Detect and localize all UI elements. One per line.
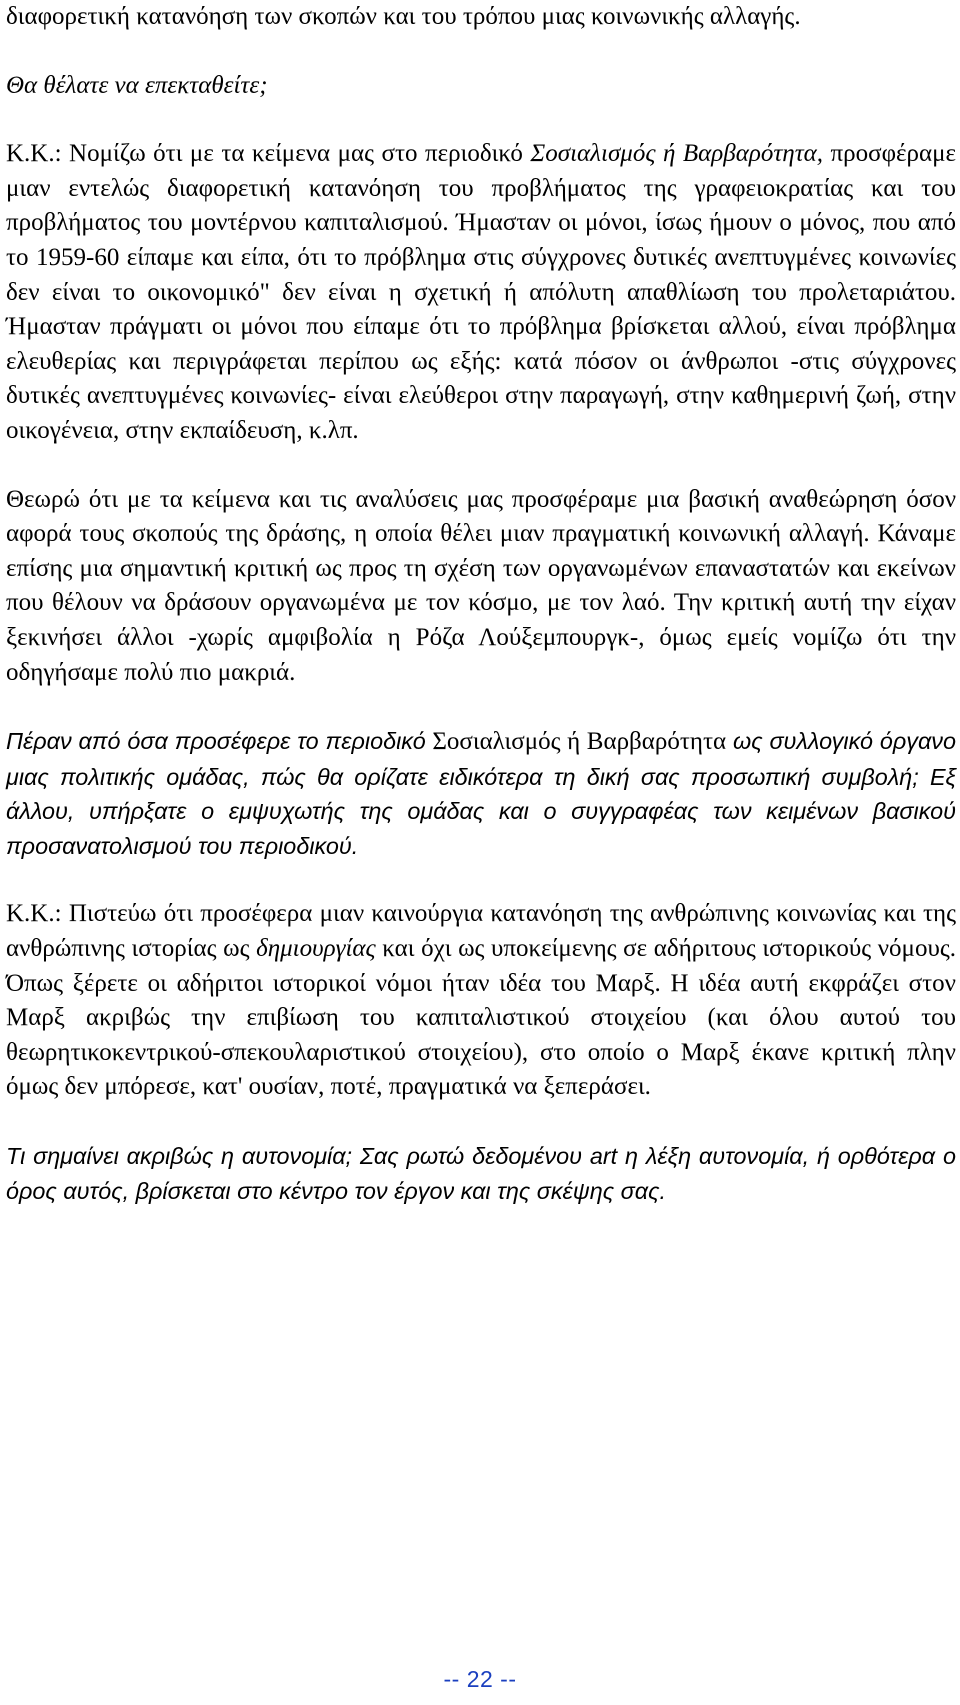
interview-question bbox=[6, 724, 956, 863]
emphasis: δημιουργίας bbox=[256, 935, 376, 963]
interview-question: Τι σημαίνει ακριβώς η αυτονομία; Σας ρωτώ δεδομένου art η λέξη αυτονομία, ή ορθότερα ο όρος αυτός, βρίσκεται στο κέντρο τον έργον και της σκέψης σας. bbox=[6, 1143, 956, 1204]
document-page bbox=[6, 0, 956, 1208]
journal-title: Σοσιαλισμός ή Βαρβαρότητα, bbox=[530, 140, 824, 168]
answer-text: Ήμασταν πράγματι οι μόνοι που είπαμε ότι το πρόβλημα βρίσκεται αλλού, είναι πρόβλημα ελευθερίας και περιγράφεται περίπου ως εξής: κατά πόσον οι άνθρωποι -στις σύγχρονες δυτικές ανεπτυγμένες κοινωνίες- είναι ελεύθεροι στην παραγωγή, στην καθημερινή ζωή, στην οικογένεια, στην εκπαίδευση, κ.λπ. bbox=[6, 313, 956, 444]
interview-answer bbox=[6, 137, 956, 448]
paragraph-gap bbox=[6, 863, 956, 897]
interview-question: Θα θέλατε να επεκταθείτε; bbox=[6, 71, 268, 99]
question-text: Πέραν από όσα προσέφερε το περιοδικό bbox=[6, 728, 426, 755]
speaker-initials: Κ.Κ. bbox=[6, 140, 55, 168]
answer-continuation: Θεωρώ ότι με τα κείμενα και τις αναλύσεις μας προσφέραμε μια βασική αναθεώρηση όσον αφορά τους σκοπούς της δράσης, η οποία θέλει μιαν πραγματική κοινωνική αλλαγή. Κάναμε επίσης μια σημαντική κριτική ως προς τη σχέση των οργανωμένων επαναστατών και εκείνων που θέλουν να δράσουν οργανωμένα με τον κόσμο, με τον λαό. Την κριτική αυτή την είχαν ξεκινήσει άλλοι -χωρίς αμφιβολία η Ρόζα Λούξεμπουργκ-, όμως εμείς νομίζω ότι την οδηγήσαμε πολύ πιο μακριά. bbox=[6, 485, 956, 686]
page-number: -- 22 -- bbox=[443, 1666, 517, 1692]
answer-text: Ήμασταν οι μόνοι, ίσως ήμουν ο μόνος, που από το 1959-60 είπαμε και είπα, ότι το πρόβλημα στις σύγχρονες δυτικές ανεπτυγμένες κοινωνίες δεν είναι το οικονομικό" δεν είναι η σχετική ή απόλυτη απαθλίωση του προλεταριάτου. bbox=[6, 209, 956, 306]
journal-title: Σοσιαλισμός ή Βαρβαρότητα bbox=[425, 728, 727, 756]
paragraph-continuation: διαφορετική κατανόηση των σκοπών και του τρόπου μιας κοινωνικής αλλαγής. bbox=[6, 3, 801, 30]
paragraph-gap bbox=[6, 690, 956, 724]
answer-text: προσφέραμε μιαν εντελώς διαφορετική κατανόηση του προβλήματος της γραφειοκρατίας και του προβλήματος του μοντέρνου καπιταλισμού. bbox=[6, 140, 956, 237]
answer-text: Κ.Κ.: Πιστεύω ότι προσέφερα μιαν καινούργια κατανόηση της ανθρώπινης κοινωνίας και της ανθρώπινης ιστορίας ως bbox=[6, 900, 956, 963]
answer-text: : Νομίζω ότι με τα κείμενα μας στο περιοδικό bbox=[54, 140, 531, 168]
paragraph-gap bbox=[6, 449, 956, 483]
question-text: ως συλλογικό όργανο μιας πολιτικής ομάδας, πώς θα ορίζατε ειδικότερα τη δική σας προσωπική συμβολή; Εξ άλλου, υπήρξατε ο εμψυχωτής της ομάδας και ο συγγραφέας των κειμένων βασικού προσανατολισμού του περιοδικού. bbox=[6, 728, 957, 859]
paragraph-gap bbox=[6, 35, 956, 69]
paragraph-gap bbox=[6, 1105, 956, 1139]
paragraph-gap bbox=[6, 103, 956, 137]
interview-answer bbox=[6, 897, 956, 1105]
answer-text: και όχι ως υποκείμενης σε αδήριτους ιστορικούς νόμους. Όπως ξέρετε οι αδήριτοι ιστορικοί νόμοι ήταν ιδέα του Μαρξ. Η ιδέα αυτή εκφράζει στον Μαρξ ακριβώς την επιβίωση του καπιταλιστικού στοιχείου (και όλου αυτού του θεωρητικοκεντρικού-σπεκουλαριστικού στοιχείου), στο οποίο ο Μαρξ έκανε κριτική πλην όμως δεν μπόρεσε, κατ' ουσίαν, ποτέ, πραγματικά να ξεπεράσει. bbox=[6, 935, 956, 1101]
